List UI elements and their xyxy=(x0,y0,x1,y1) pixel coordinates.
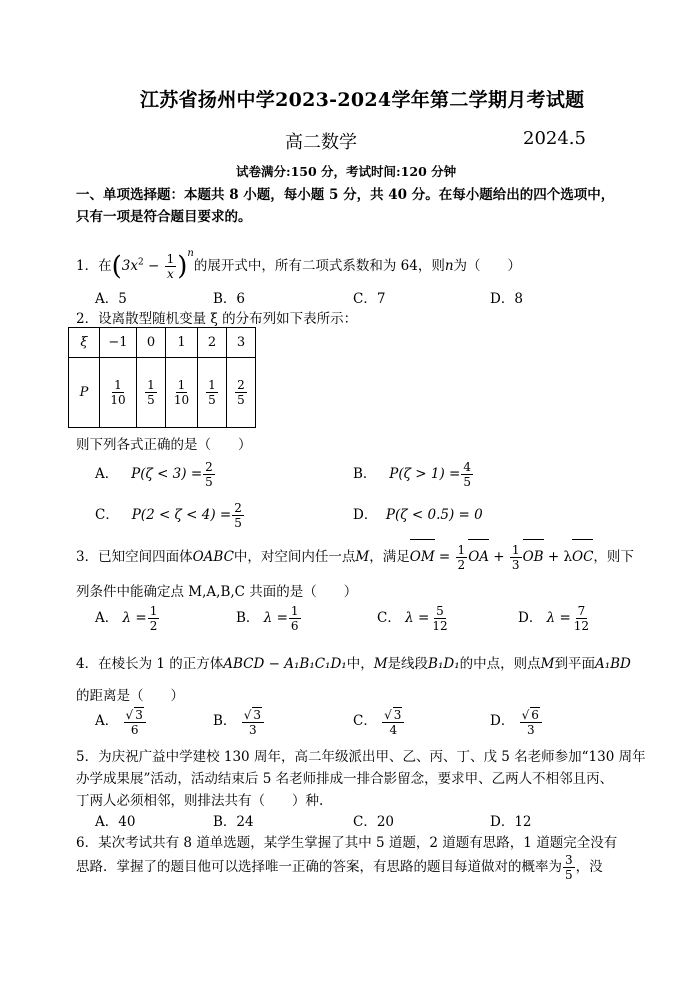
q2-option-c: C． P(2 < ζ < 4) = $\frac{2}{5}$ xyxy=(95,501,242,530)
q5-option-c: C．20 xyxy=(353,814,395,830)
q4-option-b: B． $\frac{√ 3}{3}$ xyxy=(213,704,265,738)
q5-option-a: A．40 xyxy=(95,814,136,830)
exam-info: 试卷满分:150 分，考试时间:120 分钟 xyxy=(236,164,457,179)
distribution-table xyxy=(68,327,256,428)
q3-option-b: B． λ = $\frac{1}{6}$ xyxy=(236,604,299,633)
q5-option-d: D．12 xyxy=(490,814,532,830)
table-cell: $\frac{1}{5}$ xyxy=(198,358,227,428)
subject-label: 高二数学 xyxy=(285,132,357,153)
table-cell: 3 xyxy=(227,328,256,358)
table-cell: $\frac{2}{5}$ xyxy=(227,358,256,428)
q5-line2: 办学成果展”活动，活动结束后 5 名老师排成一排合影留念，要求甲、乙两人不相邻且丙、 xyxy=(76,771,614,787)
table-header-p: P xyxy=(69,358,100,428)
q4-stem-line2: 的距离是（ ） xyxy=(76,688,184,704)
exam-title: 江苏省扬州中学2023-2024学年第二学期月考试题 xyxy=(140,89,585,111)
q3-option-c: C． λ = $\frac{5}{12}$ xyxy=(377,604,448,633)
q3-option-d: D． λ = $\frac{7}{12}$ xyxy=(518,604,590,633)
q4-option-a: A． $\frac{√ 3}{6}$ xyxy=(95,704,147,738)
exam-date: 2024.5 xyxy=(523,128,586,149)
q4-option-c: C． $\frac{√ 3}{4}$ xyxy=(353,704,405,738)
q5-line1: 5．为庆祝广益中学建校 130 周年，高二年级派出甲、乙、丙、丁、戊 5 名老师参加“130 周年 xyxy=(76,749,646,765)
q1-option-c: C．7 xyxy=(353,291,386,307)
q1-stem: 1．在($3x^2$ − $\frac{1}{x}$ )$^n$的展开式中，所有二项式系数和为 64，则n为（ ） xyxy=(76,248,522,282)
table-cell: $\frac{1}{5}$ xyxy=(137,358,166,428)
table-cell: 0 xyxy=(137,328,166,358)
table-cell: $\frac{1}{10}$ xyxy=(100,358,137,428)
q2-stem: 2．设离散型随机变量 ξ 的分布列如下表所示： xyxy=(76,311,358,327)
q1-option-d: D．8 xyxy=(490,291,523,307)
q2-option-b: B． P(ζ > 1) = $\frac{4}{5}$ xyxy=(353,460,471,489)
q2-option-d: D． P(ζ < 0.5) = 0 xyxy=(353,507,483,523)
q5-line3: 丁两人必须相邻，则排法共有（ ）种. xyxy=(76,793,324,809)
q2-option-a: A． P(ζ < 3) = $\frac{2}{5}$ xyxy=(95,460,213,489)
q6-line1: 6．某次考试共有 8 道单选题，某学生掌握了其中 5 道题，2 道题有思路，1 道题完全没有 xyxy=(76,835,618,851)
q5-option-b: B．24 xyxy=(213,814,254,830)
table-cell: −1 xyxy=(100,328,137,358)
q3-option-a: A． λ = $\frac{1}{2}$ xyxy=(95,604,158,633)
table-header-xi: ξ xyxy=(69,328,100,358)
q4-stem-line1: 4．在棱长为 1 的正方体ABCD − A₁B₁C₁D₁中，M是线段B₁D₁的中点，则点M到平面A₁BD xyxy=(76,656,631,672)
q3-stem-line2: 列条件中能确定点 M,A,B,C 共面的是（ ） xyxy=(76,584,358,600)
q6-line2: 思路．掌握了的题目他可以选择唯一正确的答案，有思路的题目每道做对的概率为 $\frac{3}{5}$ ，没 xyxy=(76,853,603,882)
section-heading-line1: 一、单项选择题：本题共 8 小题，每小题 5 分，共 40 分。在每小题给出的四个选项中， xyxy=(76,187,615,203)
table-cell: 2 xyxy=(198,328,227,358)
q3-stem-line1: 3．已知空间四面体OABC中，对空间内任一点M，满足OM = $\frac{1}{2}$ OA + $\frac{1}{3}$ OB + λOC，则下 xyxy=(76,543,634,572)
q2-after: 则下列各式正确的是（ ） xyxy=(76,437,252,453)
table-cell: 1 xyxy=(166,328,198,358)
table-cell: $\frac{1}{10}$ xyxy=(166,358,198,428)
section-heading-line2: 只有一项是符合题目要求的。 xyxy=(76,209,252,225)
q1-option-a: A．5 xyxy=(95,291,127,307)
q1-option-b: B．6 xyxy=(213,291,246,307)
q4-option-d: D． $\frac{√ 6}{3}$ xyxy=(490,704,543,738)
